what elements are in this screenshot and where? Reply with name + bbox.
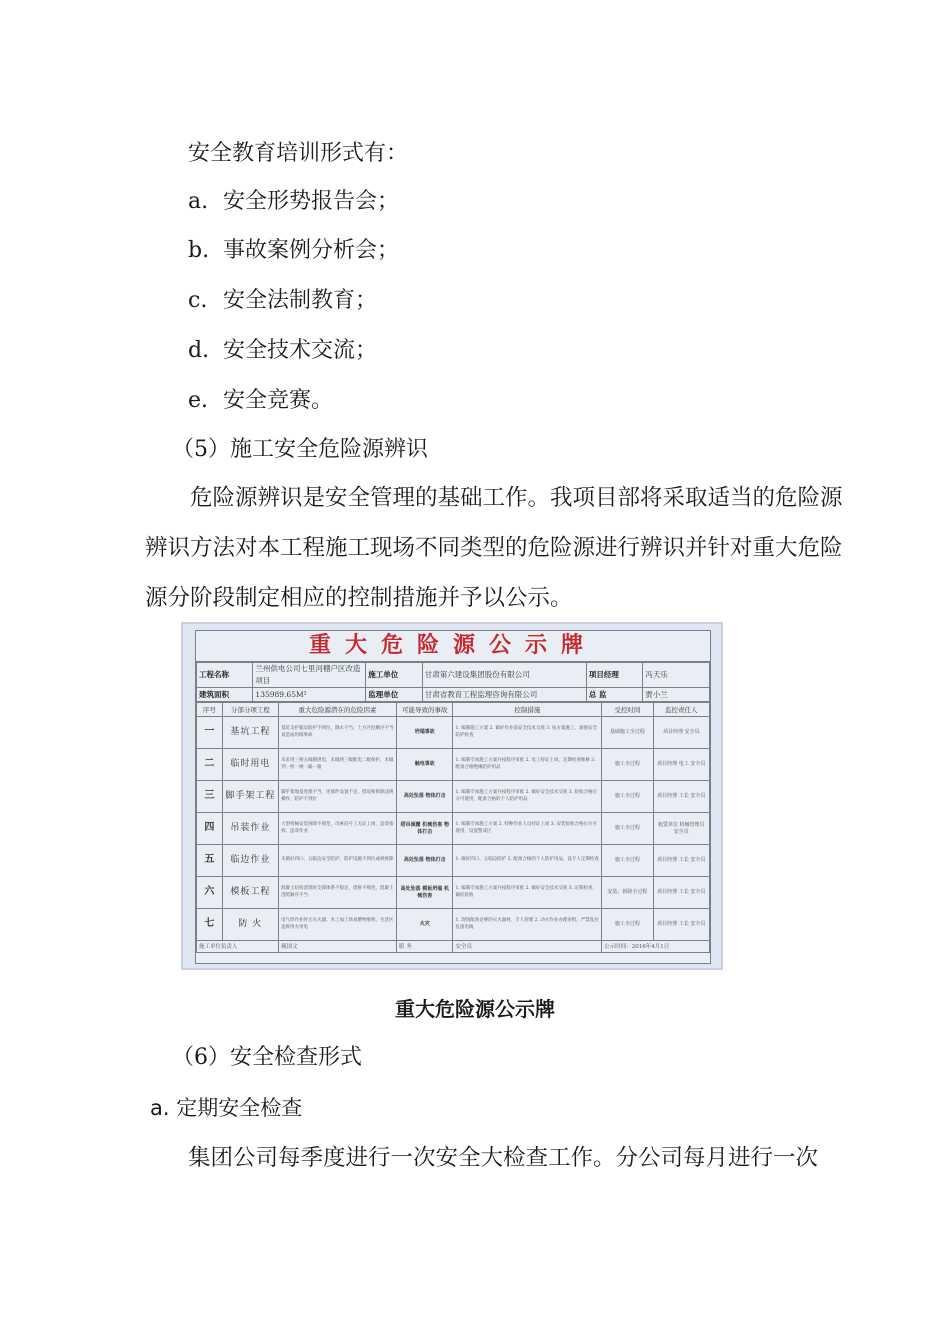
hazard-accident: 高处坠落 物体打击: [397, 845, 453, 877]
hazard-project: 基坑工程: [222, 717, 278, 749]
hazard-seq: 三: [197, 781, 223, 813]
intro-line: 安全教育培训形式有：: [188, 141, 409, 166]
hazard-table-header: [197, 703, 710, 717]
signboard-title: 重大危险源公示牌: [196, 631, 710, 662]
header-seq: 序号: [197, 703, 223, 717]
hazard-project: 吊装作业: [222, 813, 278, 845]
header-time: 受控时间: [602, 703, 653, 717]
manager-label: 项目经理: [586, 663, 642, 688]
hazard-seq: 一: [197, 717, 223, 749]
list-item-label: b.: [188, 238, 210, 263]
hazard-controlled-time: 基础施工全过程: [602, 717, 653, 749]
signboard-frame: [195, 630, 711, 964]
list-item: [188, 188, 399, 216]
hazard-accident: 坍塌事故: [397, 717, 453, 749]
hazard-responsible: 项目经理 安全员: [653, 717, 709, 749]
header-control: 控制措施: [453, 703, 602, 717]
contractor-value: 甘肃第六建设集团股份有限公司: [422, 663, 586, 688]
figure-caption: 重大危险源公示牌: [395, 997, 555, 1021]
supervisor-value: 甘肃省教育工程监理咨询有限公司: [422, 688, 586, 702]
hazard-responsible: 项目经理 工长 安全员: [653, 781, 709, 813]
header-project: 分部分项工程: [222, 703, 278, 717]
hazard-row: [197, 813, 710, 845]
hazard-controlled-time: 施工全过程: [602, 813, 653, 845]
list-item-text: 安全法制教育；: [223, 288, 378, 313]
hazard-seq: 七: [197, 909, 223, 941]
hazard-factor: 电气焊作业时无灭火器、木工加工场易燃物堆积、生活区违规用火用电: [279, 909, 397, 941]
hazard-responsible: 项目经理 工长 安全员: [653, 877, 709, 909]
signboard-footer: [197, 941, 710, 953]
contractor-label: 施工单位: [366, 663, 422, 688]
section5-heading: （5）施工安全危险源辨识: [172, 437, 428, 462]
list-item: [188, 287, 377, 315]
hazard-factor: 未采用三相五线制供电，未做到三级配电二级保护，未做到一机一闸一漏一箱: [279, 749, 397, 781]
hazard-seq: 六: [197, 877, 223, 909]
hazard-factor: 基坑支护临边防护不到位、降水不当、土方开挖顺序不当易造成坍塌事故: [279, 717, 397, 749]
hazard-project: 临时用电: [222, 749, 278, 781]
hazard-seq: 二: [197, 749, 223, 781]
hazard-controlled-time: 施工全过程: [602, 781, 653, 813]
hazard-controlled-time: 施工全过程: [602, 909, 653, 941]
hazard-control: 1. 做好四口、五临边防护 2. 配备合格的个人防护用品，设专人定期检查: [453, 845, 602, 877]
header-accident: 可能导致的事故: [397, 703, 453, 717]
list-item-text: 事故案例分析会；: [223, 238, 400, 263]
project-name-label: 工程名称: [197, 663, 253, 688]
hazard-responsible: 项目经理 工长 安全员: [653, 845, 709, 877]
hazard-project: 模板工程: [222, 877, 278, 909]
hazard-accident: 高处坠落 物体打击: [397, 781, 453, 813]
hazard-control: 1. 编制专项施工方案并按程序审批 2. 做好安全技术交底 3. 定期检查，做好验收: [453, 877, 602, 909]
hazard-project: 脚手架工程: [222, 781, 278, 813]
hazard-row: [197, 909, 710, 941]
principal-value: 蔺国文: [279, 941, 397, 953]
area-label: 建筑面积: [197, 688, 253, 702]
hazard-control: 1. 现场配备足够的灭火器材，专人管理 2. 动火作业办理审批，严禁乱拉乱接电线: [453, 909, 602, 941]
staff-label: 职 务: [397, 941, 453, 953]
hazard-signboard-photo: [181, 622, 723, 970]
hazard-factor: 大型机械安装拆除不规范，司索信号工无证上岗，违章指挥、违章作业: [279, 813, 397, 845]
list-item: [188, 337, 377, 365]
hazard-factor: 混凝土结构浇筑时支撑体系不稳定，搭拆不规范，混凝土浇筑顺序不当: [279, 877, 397, 909]
hazard-row: [197, 781, 710, 813]
list-item: [188, 237, 399, 265]
hazard-responsible: 项目经理 工长 安全员: [653, 909, 709, 941]
section5-paragraph: [145, 473, 845, 623]
hazard-project: 临边作业: [222, 845, 278, 877]
hazard-accident: 塔吊倾覆 机械伤害 物体打击: [397, 813, 453, 845]
hazard-controlled-time: 施工全过程: [602, 749, 653, 781]
hazard-factor: 脚手架地基处理不当，连墙件设置不足，搭设和拆除违规操作，防护不到位: [279, 781, 397, 813]
hazard-control: 1. 编制专项施工方案并按程序审批 2. 做好安全技术交底 3. 验收合格后方可使用，配备合格的个人防护用品: [453, 781, 602, 813]
hazard-control: 1. 编制专项施工方案 2. 特种作业人员持证上岗 3. 安装验收合格后方可使用，设置警戒区: [453, 813, 602, 845]
section6-heading: （6）安全检查形式: [172, 1045, 362, 1070]
section5-paragraph-text: 危险源辨识是安全管理的基础工作。我项目部将采取适当的危险源辨识方法对本工程施工现场不同类型的危险源进行辨识并针对重大危险源分阶段制定相应的控制措施并予以公示。: [145, 485, 843, 611]
section6-paragraph: 集团公司每季度进行一次安全大检查工作。分公司每月进行一次: [188, 1145, 819, 1171]
chief-label: 总 监: [586, 688, 642, 702]
notice-date: 公示时间：2016年4月1日: [602, 941, 710, 953]
hazard-responsible: 项目经理 电工 安全员: [653, 749, 709, 781]
section6-subheading: a. 定期安全检查: [150, 1096, 303, 1120]
manager-value: 冯天乐: [643, 663, 710, 688]
list-item-label: d.: [188, 338, 210, 363]
supervisor-label: 监理单位: [366, 688, 422, 702]
hazard-accident: 高处坠落 模板坍塌 机械伤害: [397, 877, 453, 909]
hazard-seq: 五: [197, 845, 223, 877]
hazard-table: [196, 702, 710, 953]
staff-value: 安全员: [453, 941, 602, 953]
hazard-factor: 未做好四口、五临边安全防护，防护设施不到位或被拆除: [279, 845, 397, 877]
area-value: 135989.65M²: [253, 688, 366, 702]
principal-label: 施工单位负责人: [197, 941, 279, 953]
hazard-controlled-time: 安装、拆除全过程: [602, 877, 653, 909]
hazard-control: 1. 编制专项施工方案并按程序审批 2. 电工持证上岗，定期检查维修 3. 配备合格绝缘防护用品: [453, 749, 602, 781]
list-item-label: c.: [188, 288, 208, 313]
hazard-seq: 四: [197, 813, 223, 845]
list-item-label: a.: [188, 189, 209, 214]
hazard-project: 防 火: [222, 909, 278, 941]
list-item-text: 安全形势报告会；: [223, 189, 400, 214]
hazard-row: [197, 749, 710, 781]
hazard-controlled-time: 施工全过程: [602, 845, 653, 877]
hazard-responsible: 租赁单位 机械管理员 安全员: [653, 813, 709, 845]
list-item-text: 安全竞赛。: [223, 388, 334, 413]
hazard-control: 1. 编制施工方案 2. 做好作业前安全技术交底 3. 按方案施工，加强安全防护检查: [453, 717, 602, 749]
project-name-value: 兰州供电公司七里河棚户区改造项目: [253, 663, 366, 688]
header-responsible: 监控责任人: [653, 703, 709, 717]
signboard-info-table: [196, 662, 710, 702]
list-item-label: e.: [188, 388, 209, 413]
hazard-accident: 触电事故: [397, 749, 453, 781]
hazard-row: [197, 717, 710, 749]
list-item-text: 安全技术交流；: [223, 338, 378, 363]
list-item: [188, 387, 333, 415]
hazard-row: [197, 877, 710, 909]
chief-value: 贾小兰: [643, 688, 710, 702]
hazard-accident: 火灾: [397, 909, 453, 941]
hazard-row: [197, 845, 710, 877]
header-factor: 重大危险源潜在的危险因素: [279, 703, 397, 717]
